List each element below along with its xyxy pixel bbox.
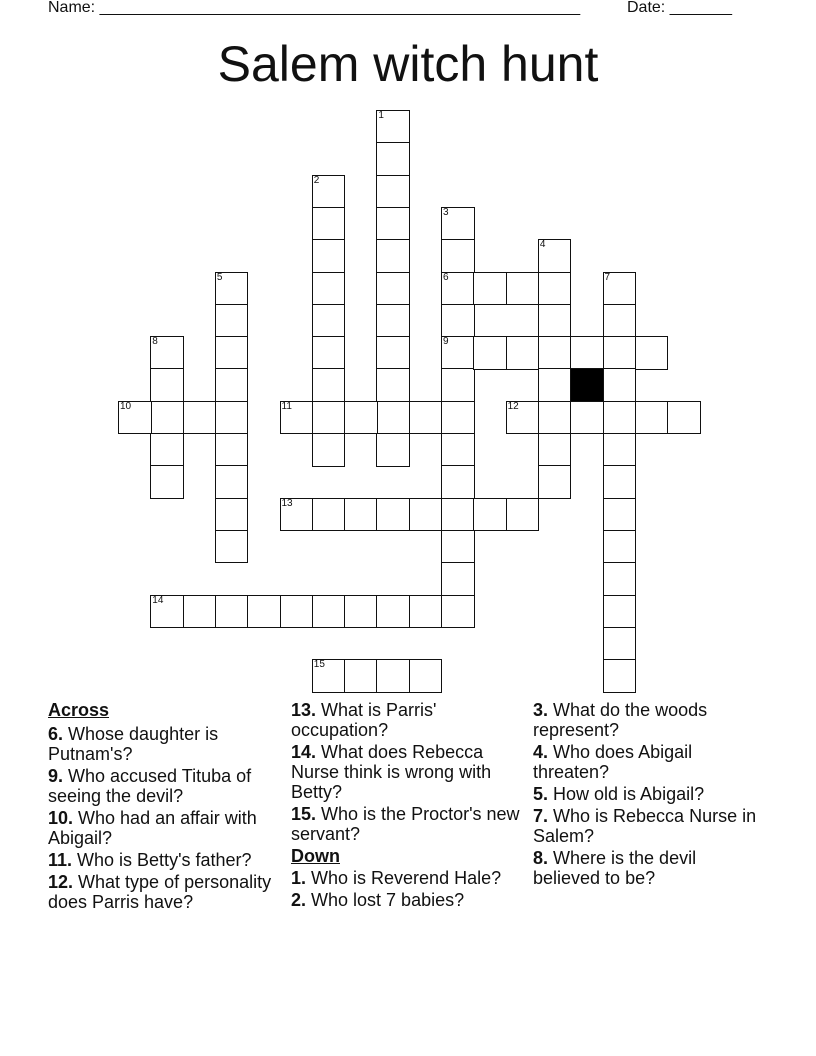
grid-cell[interactable] xyxy=(538,304,572,338)
grid-cell[interactable] xyxy=(603,368,637,402)
grid-cell[interactable] xyxy=(376,142,410,176)
grid-cell[interactable] xyxy=(409,659,443,693)
grid-cell[interactable] xyxy=(150,368,184,402)
clue-2 xyxy=(291,890,523,910)
cell-number: 9 xyxy=(443,336,449,348)
grid-cell[interactable] xyxy=(376,659,410,693)
grid-cell[interactable] xyxy=(441,304,475,338)
grid-cell[interactable] xyxy=(409,595,443,629)
clue-1 xyxy=(291,868,523,888)
grid-cell[interactable] xyxy=(441,368,475,402)
grid-cell[interactable] xyxy=(215,595,249,629)
clue-number: 6. xyxy=(48,724,64,744)
grid-cell[interactable] xyxy=(312,498,346,532)
grid-cell[interactable] xyxy=(538,272,572,306)
cell-number: 3 xyxy=(443,206,449,218)
grid-cell[interactable] xyxy=(441,272,475,306)
grid-cell[interactable] xyxy=(538,239,572,273)
grid-cell[interactable] xyxy=(312,239,346,273)
clue-number: 11. xyxy=(48,850,73,870)
grid-cell[interactable] xyxy=(312,272,346,306)
grid-cell[interactable] xyxy=(215,304,249,338)
clue-3 xyxy=(533,700,765,740)
clue-text: Who is Reverend Hale? xyxy=(306,868,502,888)
grid-cell[interactable] xyxy=(215,433,249,467)
clue-text: Who accused Tituba of seeing the devil? xyxy=(48,766,252,806)
clue-text: Who lost 7 babies? xyxy=(306,890,465,910)
cell-number: 6 xyxy=(443,271,449,283)
grid-cell[interactable] xyxy=(376,110,410,144)
clue-text: What do the woods represent? xyxy=(533,700,708,740)
grid-cell[interactable] xyxy=(280,401,314,435)
clue-number: 10. xyxy=(48,808,74,828)
grid-cell[interactable] xyxy=(215,498,249,532)
clue-9 xyxy=(48,766,280,806)
clue-number: 8. xyxy=(533,848,549,868)
date-field-label: Date: _______ xyxy=(627,0,732,16)
grid-cell[interactable] xyxy=(538,401,572,435)
grid-cell[interactable] xyxy=(635,336,669,370)
clue-number: 2. xyxy=(291,890,307,910)
grid-cell[interactable] xyxy=(441,401,475,435)
across-clue-list xyxy=(48,724,280,912)
grid-cell[interactable] xyxy=(441,562,475,596)
grid-cell[interactable] xyxy=(344,595,378,629)
grid-cell[interactable] xyxy=(409,498,443,532)
grid-cell[interactable] xyxy=(376,498,410,532)
down-clue-list xyxy=(291,868,523,910)
clue-10 xyxy=(48,808,280,848)
clue-text: Who had an affair with Abigail? xyxy=(48,808,257,848)
grid-cell[interactable] xyxy=(150,336,184,370)
cell-number: 13 xyxy=(281,497,293,509)
grid-cell[interactable] xyxy=(409,401,443,435)
clue-number: 9. xyxy=(48,766,64,786)
grid-cell[interactable] xyxy=(603,627,637,661)
clue-number: 14. xyxy=(291,742,317,762)
grid-cell[interactable] xyxy=(344,401,378,435)
grid-cell[interactable] xyxy=(312,401,346,435)
grid-cell[interactable] xyxy=(603,498,637,532)
grid-cell[interactable] xyxy=(376,207,410,241)
grid-cell[interactable] xyxy=(215,530,249,564)
grid-cell[interactable] xyxy=(603,595,637,629)
grid-cell[interactable] xyxy=(280,498,314,532)
name-field-label: Name: ______________________________________________________ xyxy=(48,0,581,16)
grid-cell[interactable] xyxy=(506,498,540,532)
grid-cell[interactable] xyxy=(376,368,410,402)
grid-cell[interactable] xyxy=(667,401,701,435)
clue-7 xyxy=(533,806,765,846)
clue-number: 7. xyxy=(533,806,549,826)
grid-cell[interactable] xyxy=(118,401,152,435)
grid-cell[interactable] xyxy=(441,336,475,370)
puzzle-title: Salem witch hunt xyxy=(217,36,599,92)
grid-cell[interactable] xyxy=(473,498,507,532)
grid-cell[interactable] xyxy=(280,595,314,629)
grid-cell[interactable] xyxy=(376,272,410,306)
grid-cell[interactable] xyxy=(376,175,410,209)
grid-cell[interactable] xyxy=(183,401,217,435)
grid-cell[interactable] xyxy=(473,272,507,306)
cell-number: 15 xyxy=(313,659,325,671)
grid-cell[interactable] xyxy=(215,272,249,306)
clue-number: 1. xyxy=(291,868,307,888)
cell-number: 4 xyxy=(539,239,546,251)
grid-cell[interactable] xyxy=(570,336,604,370)
clue-8 xyxy=(533,848,765,888)
grid-cell[interactable] xyxy=(312,304,346,338)
grid-cell[interactable] xyxy=(215,336,249,370)
grid-cell[interactable] xyxy=(312,659,346,693)
cell-number: 7 xyxy=(604,271,611,283)
clue-text: Who does Abigail threaten? xyxy=(533,742,693,782)
clue-text: Who is the Proctor's new servant? xyxy=(291,804,520,844)
grid-cell[interactable] xyxy=(441,498,475,532)
grid-cell[interactable] xyxy=(506,272,540,306)
clue-number: 3. xyxy=(533,700,549,720)
across-heading: Across xyxy=(48,700,110,720)
grid-cell[interactable] xyxy=(538,465,572,499)
grid-cell[interactable] xyxy=(473,336,507,370)
grid-cell[interactable] xyxy=(506,401,540,435)
grid-cell[interactable] xyxy=(603,336,637,370)
clues-column-2 xyxy=(291,700,523,912)
grid-cell[interactable] xyxy=(215,368,249,402)
clue-4 xyxy=(533,742,765,782)
grid-cell[interactable] xyxy=(183,595,217,629)
grid-cell[interactable] xyxy=(312,368,346,402)
grid-cell[interactable] xyxy=(376,336,410,370)
down-heading: Down xyxy=(291,846,340,866)
clue-text: What is Parris' occupation? xyxy=(291,700,437,740)
grid-cell[interactable] xyxy=(603,433,637,467)
cell-number: 11 xyxy=(281,400,292,412)
grid-cell[interactable] xyxy=(506,336,540,370)
cell-number: 5 xyxy=(216,271,223,283)
grid-cell[interactable] xyxy=(312,336,346,370)
grid-cell[interactable] xyxy=(150,595,184,629)
cell-number: 12 xyxy=(507,400,519,412)
grid-cell[interactable] xyxy=(312,207,346,241)
grid-cell[interactable] xyxy=(538,433,572,467)
grid-cell[interactable] xyxy=(603,562,637,596)
grid-cell[interactable] xyxy=(215,465,249,499)
grid-cell[interactable] xyxy=(441,207,475,241)
clue-11 xyxy=(48,850,280,870)
cell-number: 10 xyxy=(120,400,132,412)
grid-cell[interactable] xyxy=(441,595,475,629)
grid-cell[interactable] xyxy=(376,595,410,629)
clues-column-3 xyxy=(533,700,765,890)
clue-number: 5. xyxy=(533,784,549,804)
clue-number: 15. xyxy=(291,804,317,824)
clue-6 xyxy=(48,724,280,764)
grid-cell[interactable] xyxy=(150,401,184,435)
clue-text: Who is Rebecca Nurse in Salem? xyxy=(533,806,757,846)
grid-cell[interactable] xyxy=(344,498,378,532)
across-clue-list-continued xyxy=(291,700,523,844)
grid-cell[interactable] xyxy=(150,433,184,467)
grid-cell[interactable] xyxy=(376,239,410,273)
black-square xyxy=(570,368,604,402)
grid-cell[interactable] xyxy=(538,368,572,402)
cell-number: 2 xyxy=(313,174,320,186)
grid-cell[interactable] xyxy=(538,336,572,370)
grid-cell[interactable] xyxy=(312,595,346,629)
grid-cell[interactable] xyxy=(603,465,637,499)
grid-cell[interactable] xyxy=(603,304,637,338)
clue-text: What type of personality does Parris have? xyxy=(48,872,272,912)
grid-cell[interactable] xyxy=(603,401,637,435)
grid-cell[interactable] xyxy=(603,659,637,693)
down-clue-list-continued xyxy=(533,700,765,888)
grid-cell[interactable] xyxy=(376,304,410,338)
grid-cell[interactable] xyxy=(603,530,637,564)
grid-cell[interactable] xyxy=(215,401,249,435)
grid-cell[interactable] xyxy=(247,595,281,629)
cell-number: 8 xyxy=(152,336,158,348)
clue-number: 13. xyxy=(291,700,317,720)
clue-number: 12. xyxy=(48,872,74,892)
clue-15 xyxy=(291,804,523,844)
clue-text: How old is Abigail? xyxy=(548,784,705,804)
clue-text: Who is Betty's father? xyxy=(72,850,252,870)
cell-number: 14 xyxy=(152,594,164,606)
grid-cell[interactable] xyxy=(603,272,637,306)
clue-number: 4. xyxy=(533,742,549,762)
grid-cell[interactable] xyxy=(441,239,475,273)
grid-cell[interactable] xyxy=(376,401,410,435)
cell-number: 1 xyxy=(378,110,384,121)
grid-cell[interactable] xyxy=(312,175,346,209)
grid-cell[interactable] xyxy=(441,465,475,499)
clue-text: What does Rebecca Nurse think is wrong with Betty? xyxy=(291,742,492,802)
clue-5 xyxy=(533,784,765,804)
grid-cell[interactable] xyxy=(635,401,669,435)
grid-cell[interactable] xyxy=(441,433,475,467)
grid-cell[interactable] xyxy=(376,433,410,467)
clue-13 xyxy=(291,700,523,740)
grid-cell[interactable] xyxy=(150,465,184,499)
clues-column-1 xyxy=(48,700,280,914)
grid-cell[interactable] xyxy=(312,433,346,467)
clue-text: Whose daughter is Putnam's? xyxy=(48,724,219,764)
grid-cell[interactable] xyxy=(441,530,475,564)
grid-cell[interactable] xyxy=(570,401,604,435)
clue-14 xyxy=(291,742,523,802)
grid-cell[interactable] xyxy=(344,659,378,693)
clue-text: Where is the devil believed to be? xyxy=(533,848,697,888)
clue-12 xyxy=(48,872,280,912)
